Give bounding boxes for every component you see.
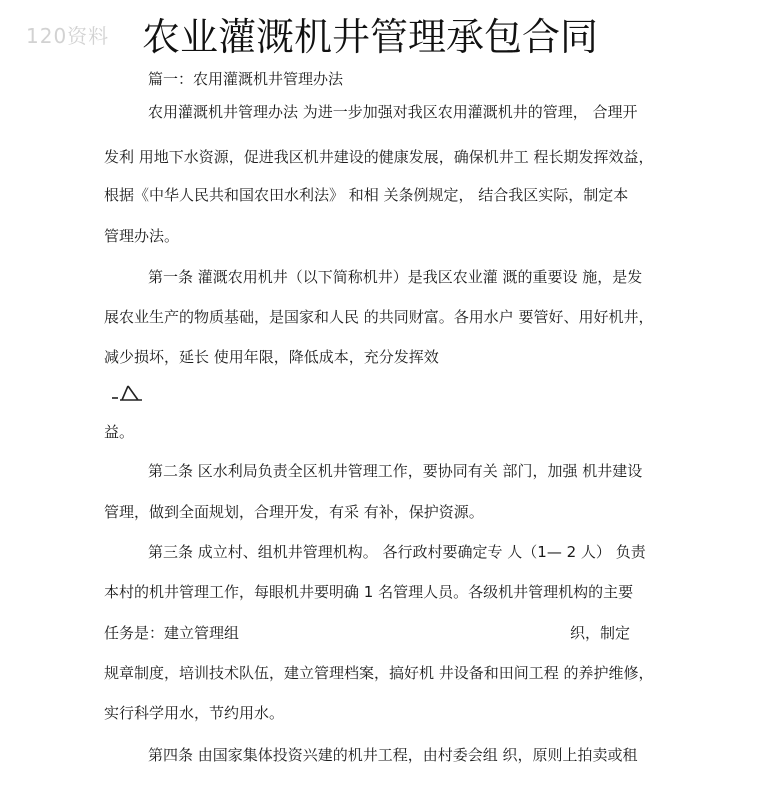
scan-artifact-glyph [108, 384, 144, 404]
paragraph-line: 根据《中华人民共和国农田水利法》 和相 关条例规定， 结合我区实际，制定本 [104, 186, 629, 204]
paragraph-line: 发利 用地下水资源，促进我区机井建设的健康发展，确保机井工 程长期发挥效益， [104, 148, 654, 166]
paragraph-line: 益。 [104, 423, 135, 441]
section-heading: 篇一：农用灌溉机井管理办法 [148, 70, 344, 88]
paragraph-line: 实行科学用水，节约用水。 [104, 704, 285, 722]
paragraph-line: 减少损坏，延长 使用年限，降低成本，充分发挥效 [104, 348, 439, 366]
paragraph-line: 农用灌溉机井管理办法 为进一步加强对我区农用灌溉机井的管理， 合理开 [148, 103, 638, 121]
paragraph-line: 织，制定 [570, 624, 631, 642]
paragraph-line: 管理，做到全面规划，合理开发，有采 有补，保护资源。 [104, 503, 484, 521]
paragraph-line: 第二条 区水利局负责全区机井管理工作，要协同有关 部门，加强 机井建设 [148, 462, 643, 480]
paragraph-line: 管理办法。 [104, 227, 180, 245]
paragraph-line: 展农业生产的物质基础，是国家和人民 的共同财富。各用水户 要管好、用好机井， [104, 308, 654, 326]
paragraph-line: 第三条 成立村、组机井管理机构。 各行政村要确定专 人（1— 2 人） 负责 [148, 543, 646, 561]
paragraph-line: 本村的机井管理工作，每眼机井要明确 1 名管理人员。各级机井管理机构的主要 [104, 583, 634, 601]
paragraph-line: 规章制度，培训技术队伍，建立管理档案，搞好机 井设备和田间工程 的养护维修， [104, 664, 654, 682]
document-title: 农业灌溉机井管理承包合同 [142, 15, 599, 59]
paragraph-line: 第四条 由国家集体投资兴建的机井工程，由村委会组 织，原则上拍卖或租 [148, 746, 638, 764]
watermark-text: 120资料 [26, 24, 110, 48]
paragraph-line: 第一条 灌溉农用机井（以下简称机井）是我区农业灌 溉的重要设 施，是发 [148, 268, 643, 286]
paragraph-line: 任务是：建立管理组 [104, 624, 240, 642]
